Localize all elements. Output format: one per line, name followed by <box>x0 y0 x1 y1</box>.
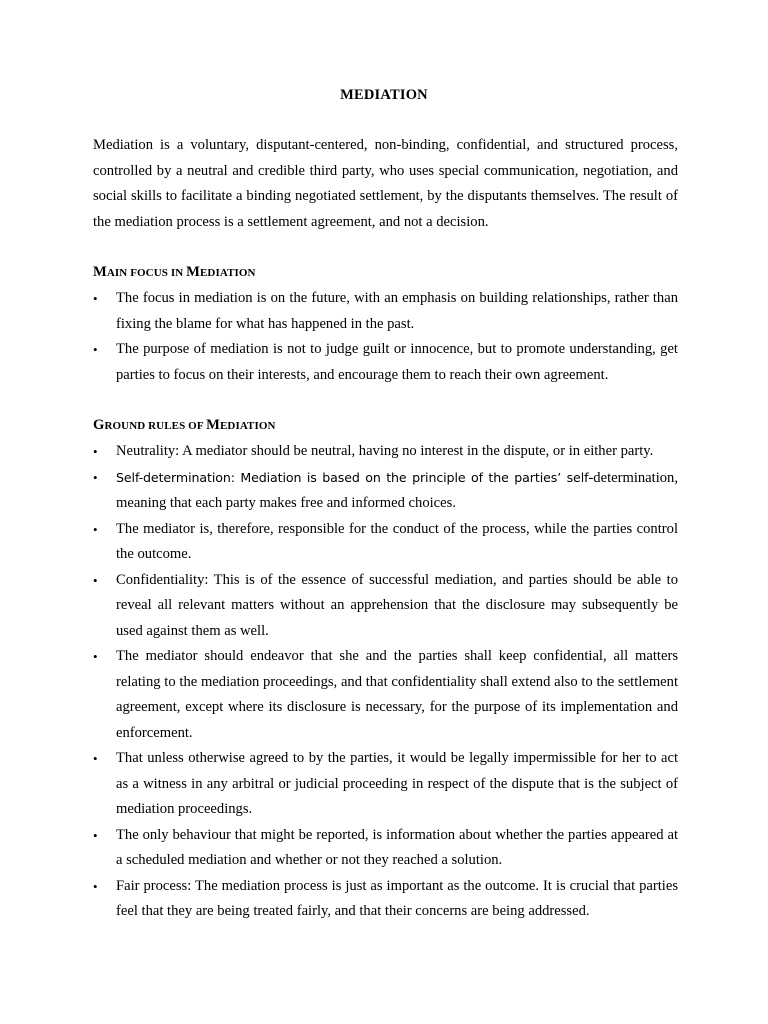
heading-text: ROUND RULES OF <box>104 420 207 432</box>
list-item <box>93 286 678 337</box>
list-item <box>93 439 678 465</box>
bullet-icon: • <box>93 342 98 357</box>
list-item <box>93 337 678 388</box>
list-item <box>93 823 678 874</box>
list-item-text: The purpose of mediation is not to judge guilt or innocence, but to promote understanding, get parties to focus on their interests, and encourage them to reach their own agreement. <box>116 341 678 383</box>
heading-cap: M <box>186 264 200 280</box>
heading-text: AIN FOCUS IN <box>106 267 187 279</box>
list-item-text: Fair process: The mediation process is just as important as the outcome. It is crucial that parties feel that they are being treated fairly, and that their concerns are being addressed. <box>116 877 678 919</box>
list-item-text: Neutrality: A mediator should be neutral, having no interest in the dispute, or in either party. <box>116 443 654 459</box>
list-item-text: The mediator should endeavor that she and the parties shall keep confidential, all matters relating to the mediation proceedings, and that confidentiality shall extend also to the settlement agreement, except where its disclosure is necessary, for the purpose of its implementation and enforcement. <box>116 648 678 741</box>
intro-paragraph: Mediation is a voluntary, disputant-centered, non-binding, confidential, and structured process, controlled by a neutral and credible third party, who uses special communication, negotiation, and social skills to facilitate a binding negotiated settlement, by the disputants themselves. The result of the mediation process is a settlement agreement, and not a decision. <box>93 137 678 230</box>
list-item-text: That unless otherwise agreed to by the parties, it would be legally impermissible for her to act as a witness in any arbitral or judicial proceeding in respect of the dispute that is the subject of mediation proceedings. <box>116 750 678 817</box>
list-item-text-sans: Self-determination: Mediation is based on the principle of the parties’ self <box>116 469 589 485</box>
list-item-text: Confidentiality: This is of the essence of successful mediation, and parties should be able to reveal all relevant matters without an apprehension that the disclosure may subsequently be used against them as well. <box>116 571 678 639</box>
heading-cap: G <box>93 417 105 433</box>
list-item <box>93 568 678 645</box>
list-item <box>93 465 678 517</box>
list-item-text: The only behaviour that might be reported, is information about whether the parties appeared at a scheduled mediation and whether or not they reached a solution. <box>116 826 678 868</box>
bullet-icon: • <box>93 521 98 537</box>
list-item <box>93 874 678 925</box>
ground-rules-list <box>93 439 678 925</box>
list-item <box>93 517 678 568</box>
list-item <box>93 644 678 746</box>
heading-cap: M <box>206 417 220 433</box>
bullet-icon: • <box>93 649 98 664</box>
bullet-icon: • <box>93 878 98 894</box>
list-item-text-rest: -determination, meaning that each party makes free and informed choices. <box>116 469 678 511</box>
section-heading-main-focus <box>93 264 256 281</box>
list-item-text: The mediator is, therefore, responsible for the conduct of the process, while the parties control the outcome. <box>116 520 678 562</box>
heading-cap: M <box>93 264 107 280</box>
bullet-icon: • <box>93 291 98 306</box>
bullet-icon: • <box>93 827 98 843</box>
section-heading-ground-rules <box>93 417 276 434</box>
bullet-icon: • <box>93 751 98 766</box>
bullet-icon: • <box>93 469 98 485</box>
bullet-icon: • <box>93 444 98 459</box>
list-item-text: The focus in mediation is on the future, with an emphasis on building relationships, rather than fixing the blame for what has happened in the past. <box>116 290 678 332</box>
heading-text: EDIATION <box>219 420 276 432</box>
heading-text: EDIATION <box>199 267 256 279</box>
list-item <box>93 746 678 823</box>
list-item-text <box>116 465 678 517</box>
document-title: MEDIATION <box>340 87 428 103</box>
main-focus-list <box>93 286 678 388</box>
bullet-icon: • <box>93 572 98 588</box>
